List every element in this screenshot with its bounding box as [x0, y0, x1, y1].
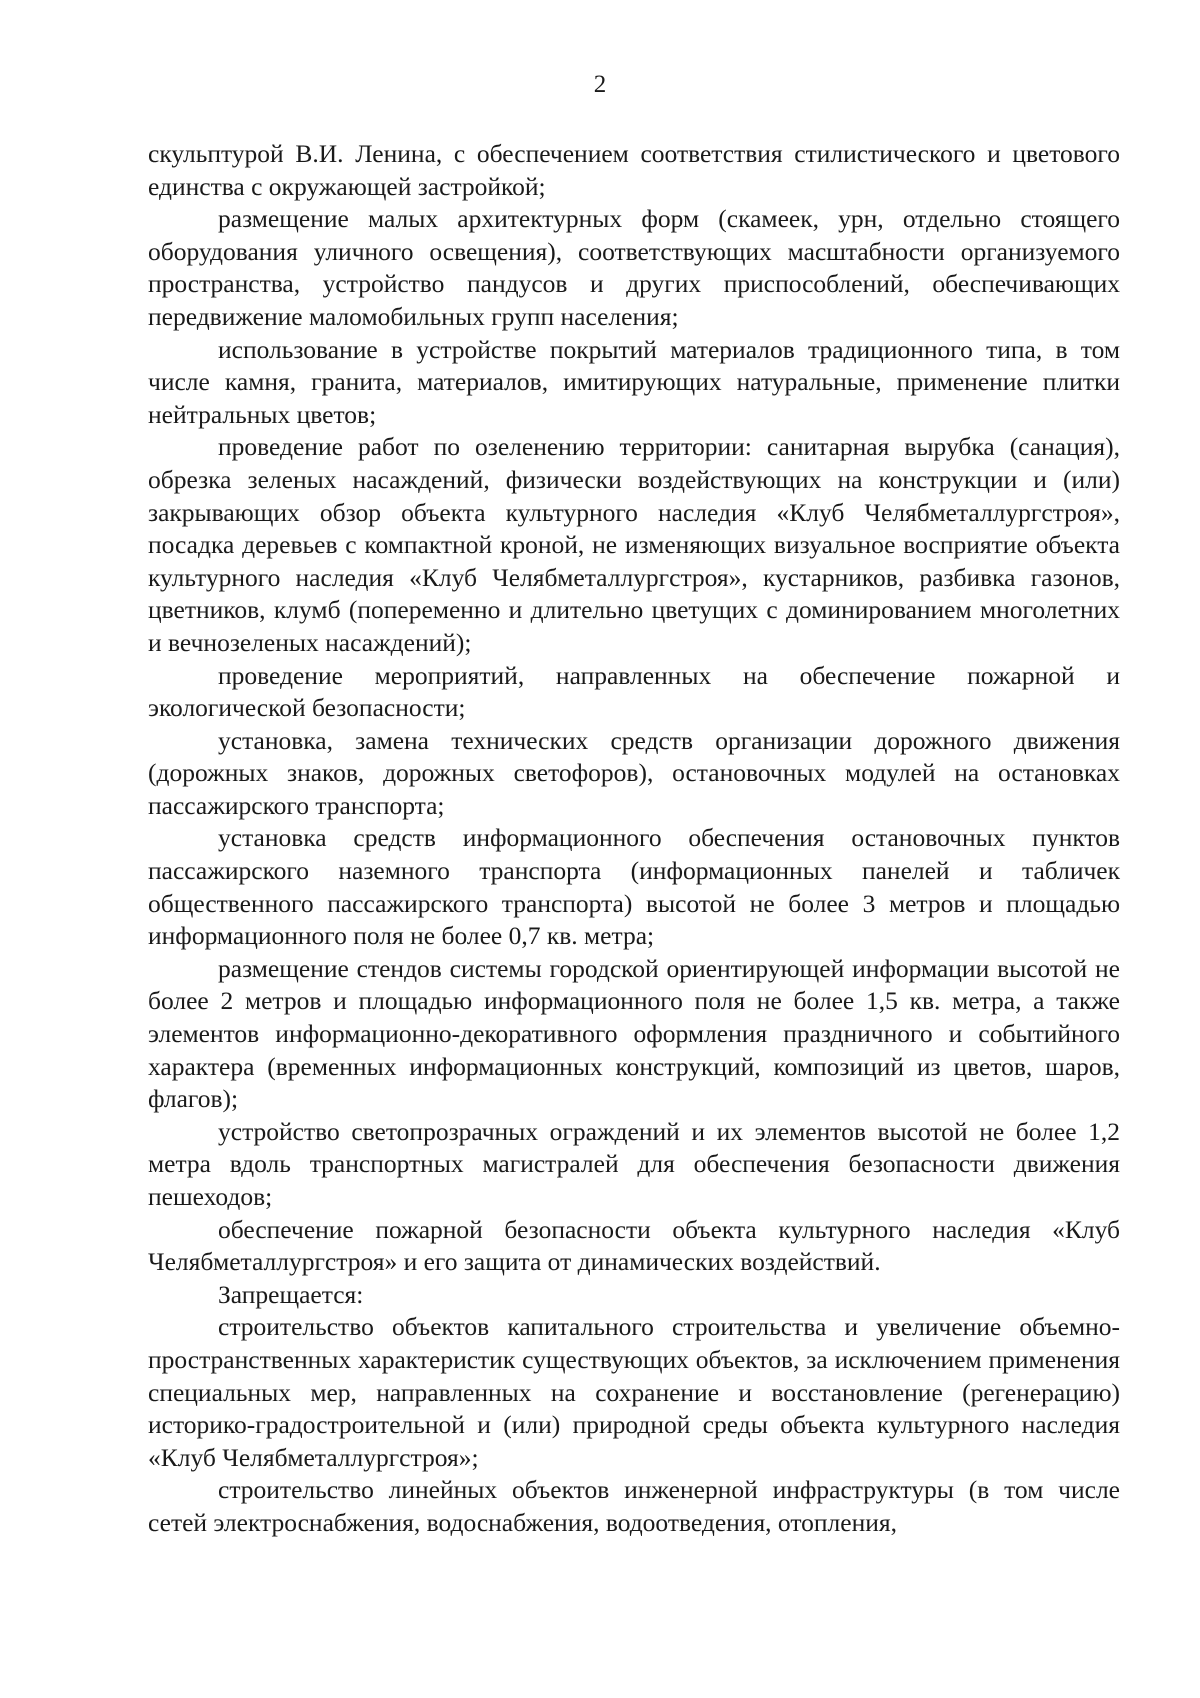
paragraph-traffic-management: установка, замена технических средств организации дорожного движения (дорожных знаков, дорожных светофоров), остановочных модулей на остановках пассажирского транспорта; [148, 725, 1120, 820]
paragraph-prohibited-heading: Запрещается: [218, 1279, 364, 1309]
paragraph-linear-infrastructure: строительство линейных объектов инженерной инфраструктуры (в том числе сетей электроснабжения, водоснабжения, водоотведения, отопления, [148, 1475, 1120, 1537]
paragraph-orientation-stands: размещение стендов системы городской ориентирующей информации высотой не более 2 метров и площадью информационного поля не более 1,5 кв. метра, а также элементов информационно-декоративного оформления праздничного и событийного характера (временных информационных конструкций, композиций из цветов, шаров, флагов); [148, 953, 1120, 1114]
paragraph-transit-information: установка средств информационного обеспечения остановочных пунктов пассажирского наземного транспорта (информационных панелей и табличек общественного пассажирского транспорта) высотой не более 3 метров и площадью информационного поля не более 0,7 кв. метра; [148, 823, 1120, 951]
paragraph-landscaping: проведение работ по озеленению территории: санитарная вырубка (санация), обрезка зеленых насаждений, физически воздействующих на конструкции и (или) закрывающих обзор объекта культурного наследия «Клуб Челябметаллургстроя», посадка деревьев с компактной кроной, не изменяющих визуальное восприятие объекта культурного наследия «Клуб Челябметаллургстроя», кустарников, разбивка газонов, цветников, клумб (попеременно и длительно цветущих с доминированием многолетних и вечнозеленых насаждений); [148, 432, 1120, 657]
paragraph-capital-construction: строительство объектов капитального строительства и увеличение объемно-пространственных характеристик существующих объектов, за исключением применения специальных мер, направленных на сохранение и восстановление (регенерацию) историко-градостроительной и (или) природной среды объекта культурного наследия «Клуб Челябметаллургстроя»; [148, 1312, 1120, 1472]
paragraph-fire-ecological-safety: проведение мероприятий, направленных на обеспечение пожарной и экологической безопасности; [148, 660, 1120, 723]
paragraph-transparent-fences: устройство светопрозрачных ограждений и их элементов высотой не более 1,2 метра вдоль транспортных магистралей для обеспечения безопасности движения пешеходов; [148, 1116, 1120, 1211]
paragraph-continuation: скульптурой В.И. Ленина, с обеспечением соответствия стилистического и цветового единства с окружающей застройкой; [148, 139, 1120, 201]
page-number: 2 [593, 71, 607, 98]
paragraph-small-architectural-forms: размещение малых архитектурных форм (скамеек, урн, отдельно стоящего оборудования уличного освещения), соответствующих масштабности организуемого пространства, устройство пандусов и других приспособлений, обеспечивающих передвижение маломобильных групп населения; [148, 204, 1120, 331]
paragraph-paving-materials: использование в устройстве покрытий материалов традиционного типа, в том числе камня, гранита, материалов, имитирующих натуральные, применение плитки нейтральных цветов; [148, 334, 1120, 429]
document-body [148, 138, 1120, 1540]
paragraph-fire-protection: обеспечение пожарной безопасности объекта культурного наследия «Клуб Челябметаллургстроя» и его защита от динамических воздействий. [148, 1214, 1120, 1277]
